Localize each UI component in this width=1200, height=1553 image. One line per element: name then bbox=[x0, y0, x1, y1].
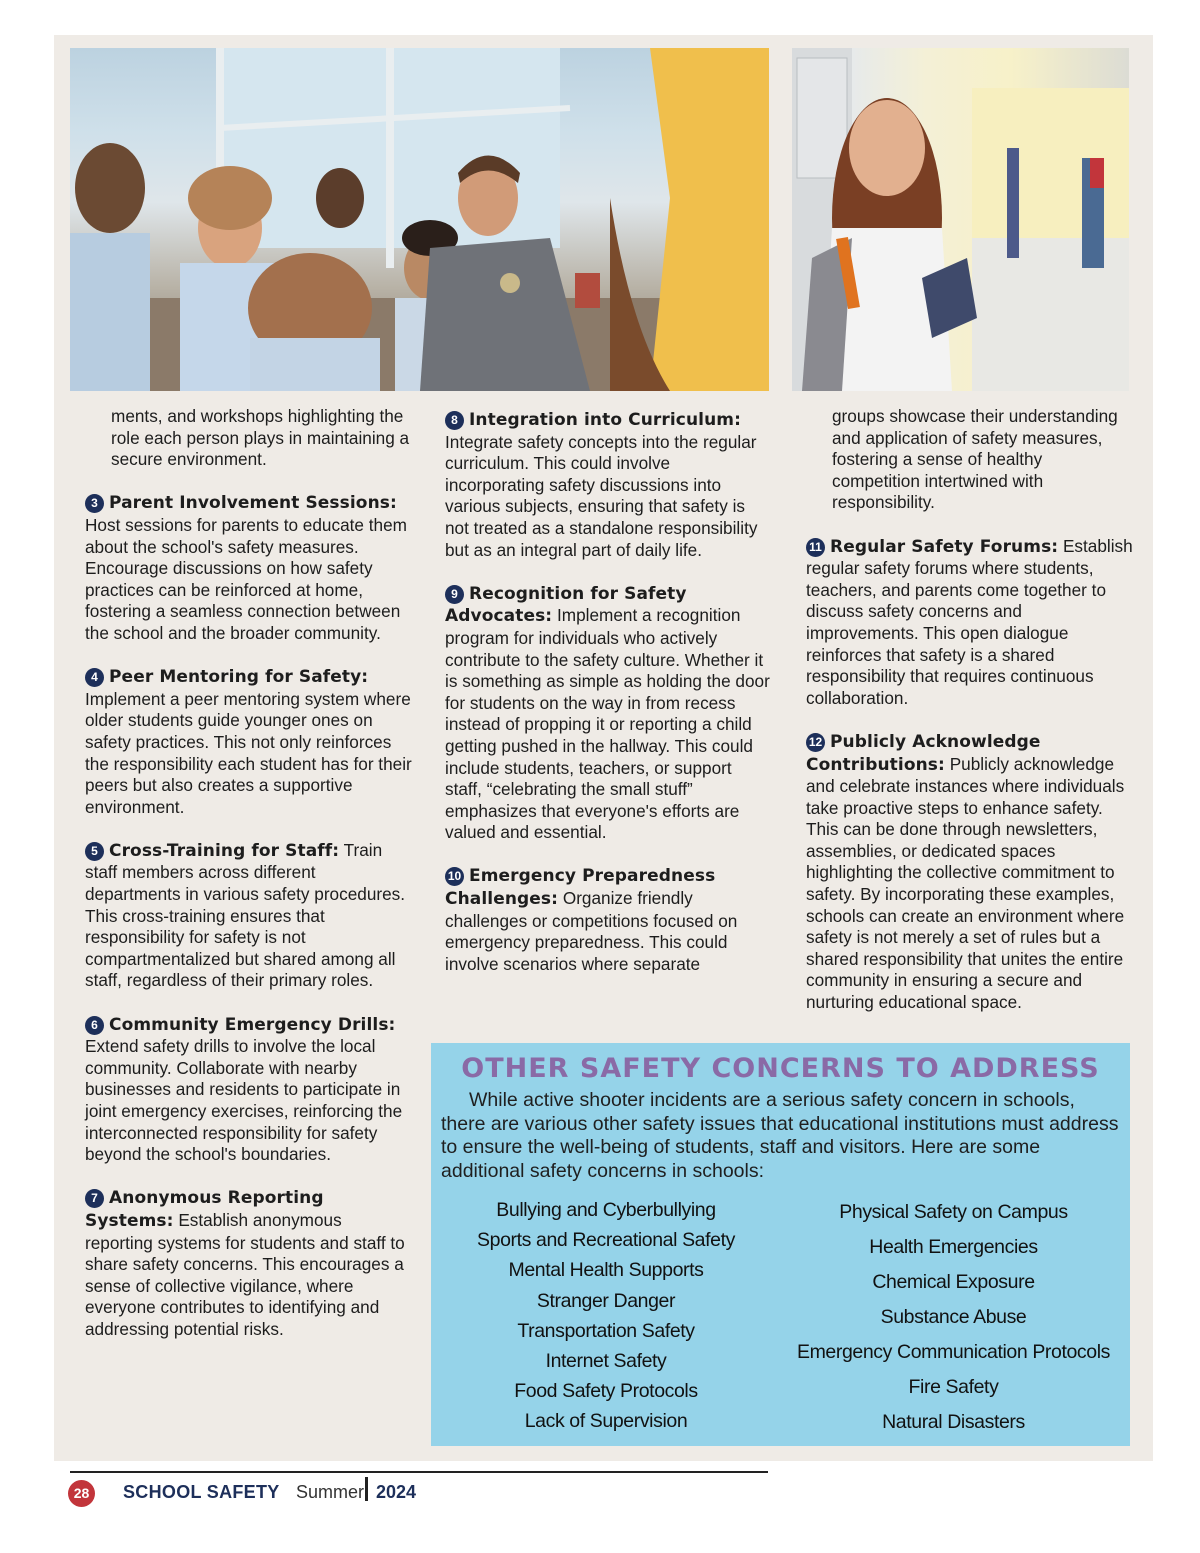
column-1 bbox=[85, 406, 413, 1362]
tip-title: Community Emergency Drills: bbox=[109, 1014, 396, 1035]
list-item: Sports and Recreational Safety bbox=[477, 1229, 735, 1252]
continued-paragraph: ments, and workshops highlighting the role each person plays in maintaining a secure environment. bbox=[111, 406, 410, 470]
magazine-name: SCHOOL SAFETY bbox=[123, 1482, 280, 1502]
tip-title: Publicly Acknowledge Contributions: bbox=[806, 731, 1041, 775]
footer-rule bbox=[70, 1471, 768, 1473]
list-item: Bullying and Cyberbullying bbox=[496, 1199, 716, 1221]
list-item: Physical Safety on Campus bbox=[839, 1201, 1068, 1223]
box-intro: While active shooter incidents are a serious safety concern in schools, there are various other safety issues that educational institutions must address to ensure the well-being of students, staff and visitors. Here are some additional safety concerns in schools: bbox=[441, 1089, 1119, 1182]
list-item: Mental Health Supports bbox=[508, 1259, 704, 1282]
tip-title: Regular Safety Forums: bbox=[830, 536, 1059, 557]
footer-separator bbox=[365, 1477, 368, 1501]
tip-4 bbox=[85, 666, 413, 818]
list-item: Emergency Communication Protocols bbox=[796, 1341, 1111, 1363]
tip-5 bbox=[85, 840, 413, 992]
tip-title: Emergency Preparedness Challenges: bbox=[445, 866, 716, 910]
list-item: Food Safety Protocols bbox=[514, 1380, 698, 1403]
tip-body: Establish anonymous reporting systems for students and staff to share safety concerns. This encourages a sense of collective vigilance, where everyone contributes to identifying and addressing potential risks. bbox=[85, 1209, 405, 1339]
tip-title: Cross-Training for Staff: bbox=[109, 840, 340, 861]
photo-illustration-left bbox=[70, 48, 769, 391]
number-badge-icon: 6 bbox=[85, 1016, 104, 1035]
tip-body: Integrate safety concepts into the regular curriculum. This could involve incorporating safety discussions into various subjects, ensuring that safety is not treated as a standalone responsibility but as an integral part of daily life. bbox=[445, 431, 758, 560]
tip-body: Train staff members across different departments in various safety procedures. This cross-training ensures that responsibility for safety is not compartmentalized but shared among all staff, regardless of their primary roles. bbox=[85, 839, 406, 991]
list-item: Stranger Danger bbox=[536, 1289, 676, 1312]
number-badge-icon: 4 bbox=[85, 668, 104, 687]
tip-title: Peer Mentoring for Safety: bbox=[109, 667, 369, 688]
tip-12 bbox=[806, 731, 1134, 1014]
concerns-list-right bbox=[771, 1195, 1136, 1440]
tip-8 bbox=[445, 409, 773, 561]
tip-6 bbox=[85, 1014, 413, 1166]
tip-title: Integration into Curriculum: bbox=[469, 410, 742, 430]
list-item: Lack of Supervision bbox=[524, 1410, 688, 1433]
tip-body: Implement a peer mentoring system where older students guide younger ones on safety practices. This not only reinforces the responsibility each student has for their peers but also creates a supportive environment. bbox=[85, 688, 412, 817]
tip-7 bbox=[85, 1187, 413, 1340]
tip-11 bbox=[806, 536, 1134, 710]
number-badge-icon: 10 bbox=[445, 867, 464, 886]
tip-title: Anonymous Reporting Systems: bbox=[85, 1188, 324, 1231]
column-2 bbox=[445, 409, 773, 997]
photo-illustration-right bbox=[792, 48, 1129, 391]
column-3 bbox=[806, 406, 1134, 1035]
number-badge-icon: 7 bbox=[85, 1189, 104, 1208]
tip-title: Recognition for Safety Advocates: bbox=[445, 583, 687, 627]
box-title: OTHER SAFETY CONCERNS TO ADDRESS bbox=[461, 1053, 1100, 1084]
tip-body: Establish regular safety forums where students, teachers, and parents come together to discuss safety concerns and improvements. This open dialogue reinforces that safety is a shared responsibility that requires continuous collaboration. bbox=[806, 535, 1133, 708]
tip-body: Organize friendly challenges or competitions focused on emergency preparedness. This could involve scenarios where separate bbox=[445, 888, 738, 974]
page-number-badge: 28 bbox=[68, 1480, 95, 1507]
issue-year: 2024 bbox=[376, 1482, 417, 1502]
list-item: Fire Safety bbox=[908, 1376, 999, 1398]
number-badge-icon: 5 bbox=[85, 842, 104, 861]
number-badge-icon: 12 bbox=[806, 733, 825, 752]
list-item: Chemical Exposure bbox=[872, 1271, 1035, 1293]
tip-body: Extend safety drills to involve the local community. Collaborate with nearby businesses and residents to participate in joint emergency exercises, reinforcing the interconnected responsibility for safety beyond the school's boundaries. bbox=[85, 1036, 403, 1165]
student-hallway-photo bbox=[792, 48, 1129, 391]
tip-3 bbox=[85, 492, 413, 644]
tip-body: Host sessions for parents to educate them about the school's safety measures. Encourage discussions on how safety practices can be reinforced at home, fostering a seamless connection between the school and the broader community. bbox=[85, 514, 407, 643]
number-badge-icon: 9 bbox=[445, 585, 464, 604]
concerns-list-left bbox=[451, 1195, 761, 1437]
list-item: Transportation Safety bbox=[517, 1319, 695, 1342]
number-badge-icon: 11 bbox=[806, 538, 825, 557]
list-item: Natural Disasters bbox=[882, 1411, 1025, 1433]
tip-10 bbox=[445, 865, 773, 975]
list-item: Substance Abuse bbox=[880, 1306, 1027, 1328]
safety-concerns-box bbox=[431, 1043, 1130, 1446]
officer-with-students-photo bbox=[70, 48, 769, 391]
list-item: Internet Safety bbox=[545, 1349, 667, 1372]
number-badge-icon: 8 bbox=[445, 411, 464, 430]
tip-9 bbox=[445, 583, 773, 844]
tip-title: Parent Involvement Sessions: bbox=[109, 493, 397, 514]
continued-paragraph: groups showcase their understanding and application of safety measures, fostering a sense of healthy competition intertwined with responsibility. bbox=[832, 406, 1118, 513]
list-item: Health Emergencies bbox=[869, 1236, 1038, 1258]
tip-body: Implement a recognition program for individuals who actively contribute to the safety culture. Whether it is something as simple as holding the door for students on the way in from recess instead of propping it or reporting a child getting pushed in the hallway. This could include students, teachers, or support staff, “celebrating the small stuff” emphasizes that everyone's efforts are valued and essential. bbox=[445, 605, 770, 843]
issue-season: Summer bbox=[296, 1482, 365, 1502]
tip-body: Publicly acknowledge and celebrate instances where individuals take proactive steps to enhance safety. This can be done through newsletters, assemblies, or dedicated spaces highlighting the collective commitment to safety. By incorporating these examples, schools can create an environment where safety is not merely a set of rules but a shared responsibility that unites the entire community in ensuring a secure and nurturing educational space. bbox=[806, 753, 1125, 1013]
number-badge-icon: 3 bbox=[85, 494, 104, 513]
